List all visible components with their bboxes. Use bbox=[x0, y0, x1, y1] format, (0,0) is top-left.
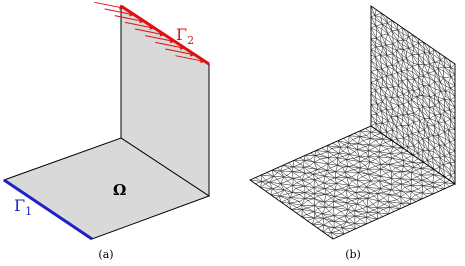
caption-b: (b) bbox=[345, 248, 361, 261]
gamma2-label: $\Gamma_2$ bbox=[176, 25, 195, 47]
mesh-triangles bbox=[250, 126, 455, 239]
omega-label: Ω bbox=[113, 181, 127, 199]
panel-a bbox=[4, 2, 209, 261]
triangular-mesh bbox=[250, 6, 455, 239]
panel-b bbox=[250, 6, 455, 261]
gamma1-label: $\Gamma_1$ bbox=[14, 196, 33, 218]
mesh-outline-horizontal bbox=[250, 126, 455, 239]
load-arrow bbox=[95, 2, 125, 8]
caption-a: (a) bbox=[98, 248, 114, 261]
